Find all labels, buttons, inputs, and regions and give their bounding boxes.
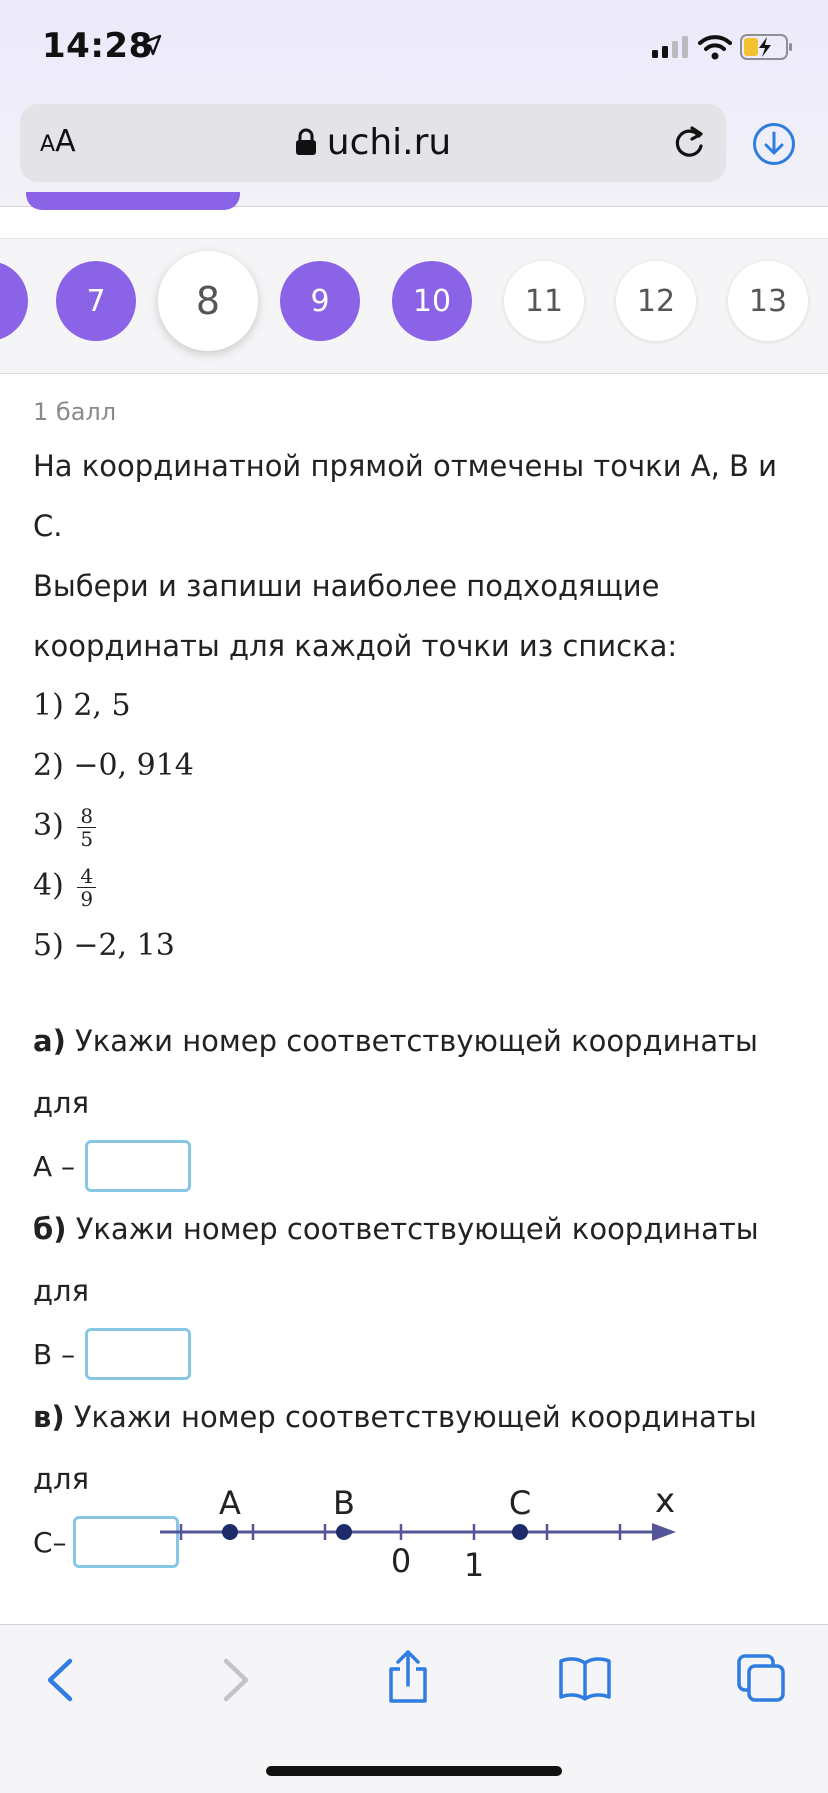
battery-charging-icon <box>740 34 794 60</box>
option-3 <box>33 796 803 856</box>
answer-a-label: A – <box>33 1149 76 1183</box>
subquestion-b <box>33 1198 803 1322</box>
subquestion-a-letter: а) <box>33 1024 66 1058</box>
wifi-icon <box>698 34 732 60</box>
point-c-label: C <box>508 1484 532 1522</box>
tick-label-1: 1 <box>463 1546 485 1584</box>
option-4-prefix: 4) <box>33 868 64 903</box>
point-b-label: B <box>333 1484 355 1522</box>
answer-c-label: C– <box>33 1525 67 1559</box>
tick-label-0: 0 <box>390 1542 412 1580</box>
text-size-large-a: A <box>55 124 76 159</box>
option-3-prefix: 3) <box>33 808 64 843</box>
point-b <box>336 1524 352 1540</box>
option-2: 2) −0, 914 <box>33 748 194 783</box>
subquestion-c-letter: в) <box>33 1400 65 1434</box>
question-button-11[interactable]: 11 <box>504 261 584 341</box>
bookmarks-icon[interactable] <box>558 1655 612 1701</box>
axis-label-x: x <box>654 1481 676 1521</box>
browser-chrome <box>0 0 828 207</box>
option-3-denominator: 5 <box>80 826 94 851</box>
tabs-icon[interactable] <box>736 1653 786 1703</box>
option-4-denominator: 9 <box>80 886 94 911</box>
question-button-12[interactable]: 12 <box>616 261 696 341</box>
answer-row-b <box>33 1322 803 1386</box>
answer-input-a[interactable] <box>85 1140 191 1192</box>
task-content <box>33 390 803 1574</box>
option-3-numerator: 8 <box>77 805 96 828</box>
location-arrow-icon <box>140 34 162 56</box>
question-button-10[interactable]: 10 <box>392 261 472 341</box>
subquestion-c-text: Укажи номер соответствующей координаты для <box>33 1400 757 1496</box>
question-button-6[interactable] <box>0 261 28 341</box>
point-a <box>222 1524 238 1540</box>
url-host: uchi.ru <box>326 122 452 163</box>
cellular-signal-icon <box>652 36 690 58</box>
status-time: 14:28 <box>42 26 153 66</box>
option-1: 1) 2, 5 <box>33 688 131 723</box>
text-size-small-a: A <box>40 132 56 157</box>
answer-row-a <box>33 1134 803 1198</box>
subquestion-b-letter: б) <box>33 1212 67 1246</box>
point-c <box>512 1524 528 1540</box>
reload-icon[interactable] <box>672 124 706 160</box>
back-icon[interactable] <box>42 1657 78 1703</box>
option-4-numerator: 4 <box>77 865 96 888</box>
address-bar[interactable] <box>20 104 726 182</box>
subquestion-b-text: Укажи номер соответствующей координаты для <box>33 1212 759 1308</box>
task-line-1: На координатной прямой отмечены точки A, B и C. <box>33 449 777 543</box>
question-button-7[interactable]: 7 <box>56 261 136 341</box>
number-line-arrowhead <box>652 1523 676 1541</box>
points-label: 1 балл <box>33 398 117 426</box>
task-text <box>33 436 803 676</box>
task-line-3: координаты для каждой точки из списка: <box>33 629 678 663</box>
subquestion-a <box>33 1010 803 1134</box>
share-icon[interactable] <box>386 1649 430 1705</box>
option-4-fraction <box>77 865 96 910</box>
number-line <box>150 1470 690 1600</box>
download-icon[interactable] <box>752 122 796 166</box>
answer-input-b[interactable] <box>85 1328 191 1380</box>
url-display[interactable] <box>20 122 726 163</box>
forward-icon[interactable] <box>218 1657 254 1703</box>
option-4 <box>33 856 803 916</box>
question-button-13[interactable]: 13 <box>728 261 808 341</box>
option-5: 5) −2, 13 <box>33 928 175 963</box>
task-line-2: Выбери и запиши наиболее подходящие <box>33 569 660 603</box>
question-button-9[interactable]: 9 <box>280 261 360 341</box>
point-a-label: A <box>219 1484 241 1522</box>
purple-header-fragment <box>26 192 240 210</box>
option-3-fraction <box>77 805 96 850</box>
answer-b-label: B – <box>33 1337 76 1371</box>
subquestion-a-text: Укажи номер соответствующей координаты для <box>33 1024 758 1120</box>
question-nav <box>0 238 828 374</box>
home-indicator <box>266 1766 562 1776</box>
options-list <box>33 676 803 976</box>
lock-icon <box>295 128 317 156</box>
question-button-8[interactable]: 8 <box>158 251 258 351</box>
